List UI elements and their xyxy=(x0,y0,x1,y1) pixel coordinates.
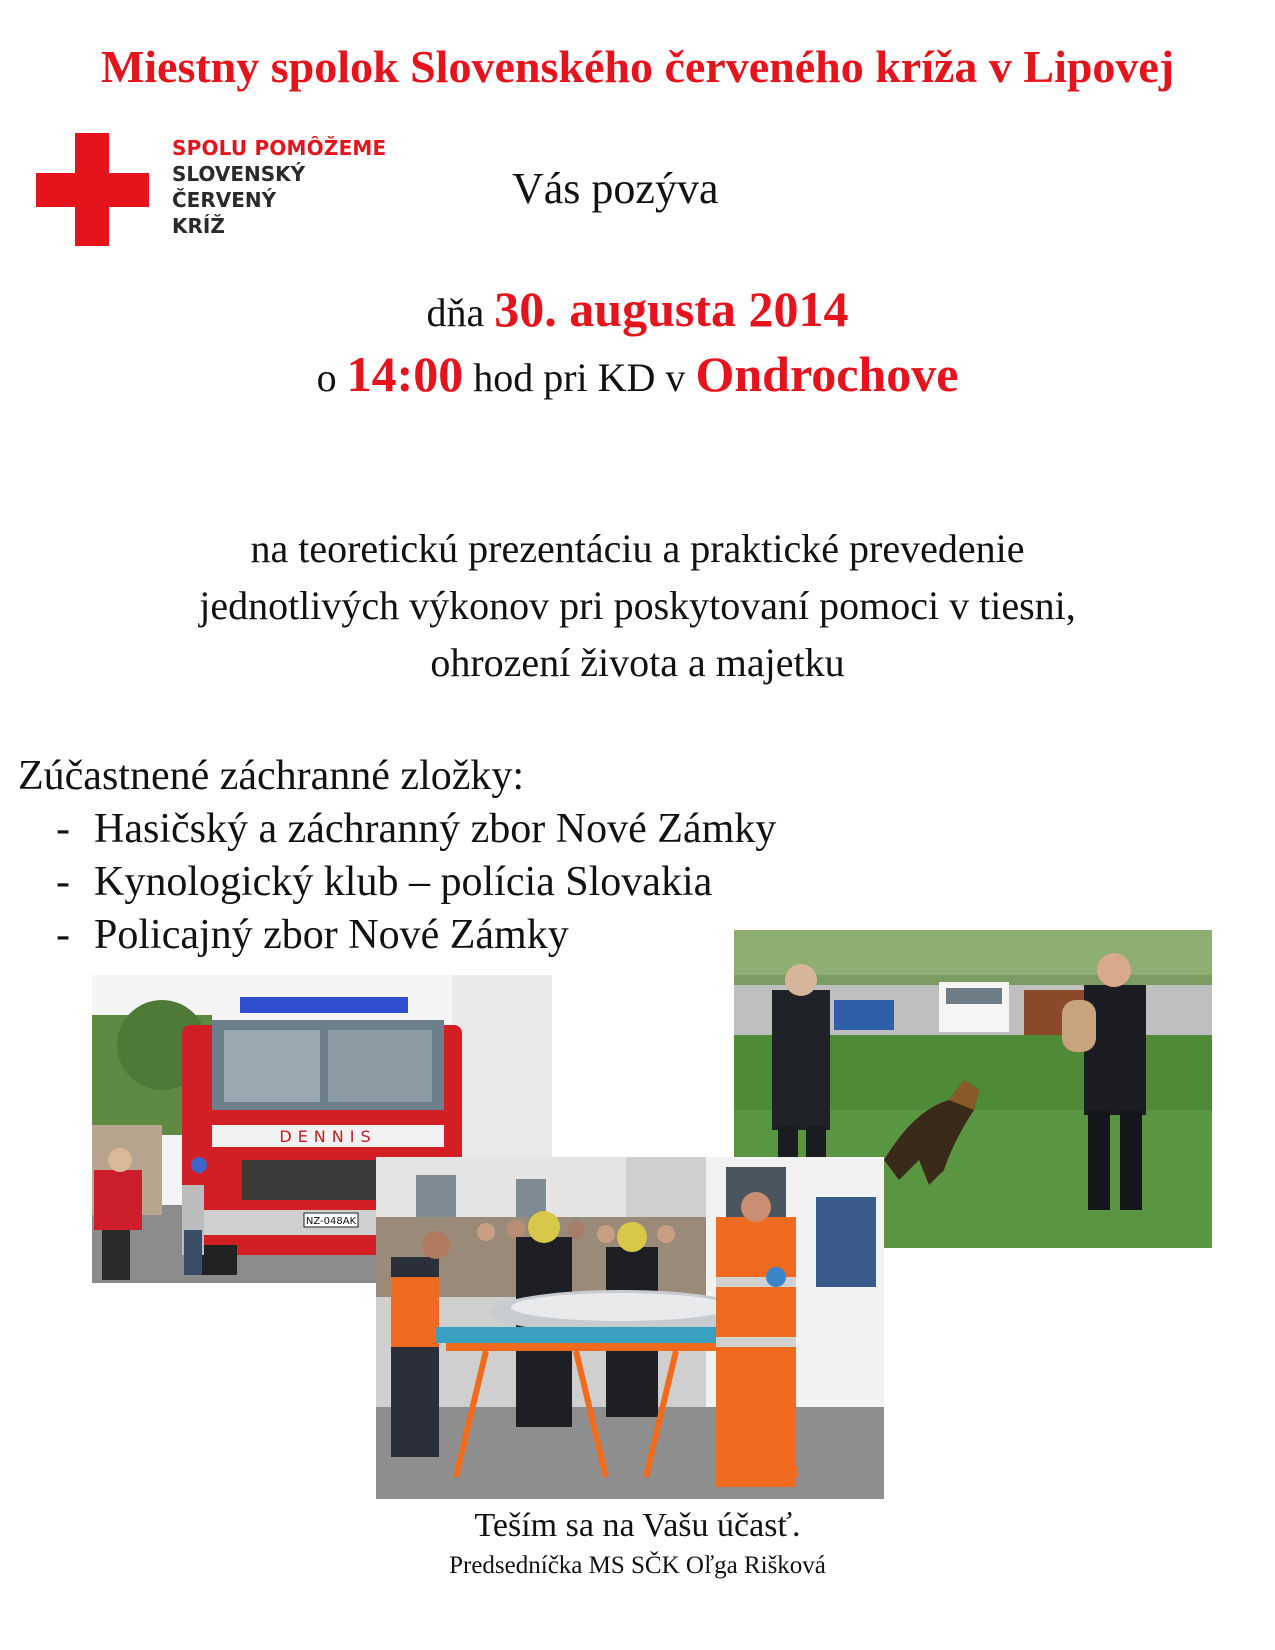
logo-slogan: SPOLU POMÔŽEME xyxy=(172,136,387,160)
event-date-line xyxy=(0,280,1275,338)
rescue-stretcher-photo xyxy=(376,1157,884,1499)
purpose-line-3: ohrození života a majetku xyxy=(430,640,845,685)
time-prefix: o xyxy=(316,355,337,400)
time-middle: hod pri KD v xyxy=(473,355,686,400)
firetruck-brand: DENNIS xyxy=(279,1127,377,1146)
signature: Predsedníčka MS SČK Oľga Rišková xyxy=(449,1552,826,1579)
unit-item: - Hasičský a záchranný zbor Nové Zámky xyxy=(56,806,777,852)
closing-thanks: Teším sa na Vašu účasť. xyxy=(474,1507,801,1544)
event-time: 14:00 xyxy=(346,346,464,402)
red-cross-logo xyxy=(36,133,396,253)
invite-text: Vás pozýva xyxy=(512,164,719,213)
event-date: 30. augusta 2014 xyxy=(494,281,849,337)
event-purpose xyxy=(0,520,1275,691)
logo-org-line-3: KRÍŽ xyxy=(172,214,225,238)
purpose-line-2: jednotlivých výkonov pri poskytovaní pomoci v tiesni, xyxy=(199,583,1076,628)
unit-item-label: Policajný zbor Nové Zámky xyxy=(94,912,569,958)
event-place: Ondrochove xyxy=(695,346,959,402)
unit-item: - Policajný zbor Nové Zámky xyxy=(56,912,569,958)
unit-item: - Kynologický klub – polícia Slovakia xyxy=(56,859,713,905)
unit-item-label: Kynologický klub – polícia Slovakia xyxy=(94,859,713,905)
unit-item-label: Hasičský a záchranný zbor Nové Zámky xyxy=(94,806,777,852)
page-title: Miestny spolok Slovenského červeného kríža v Lipovej xyxy=(100,41,1175,92)
firetruck-plate: NZ-048AK xyxy=(305,1216,357,1227)
date-prefix: dňa xyxy=(426,290,485,335)
event-time-line xyxy=(0,345,1275,403)
purpose-line-1: na teoretickú prezentáciu a praktické prevedenie xyxy=(250,526,1025,571)
units-heading: Zúčastnené záchranné zložky: xyxy=(18,753,525,799)
logo-org-line-2: ČERVENÝ xyxy=(172,188,277,212)
logo-org-line-1: SLOVENSKÝ xyxy=(172,162,306,186)
